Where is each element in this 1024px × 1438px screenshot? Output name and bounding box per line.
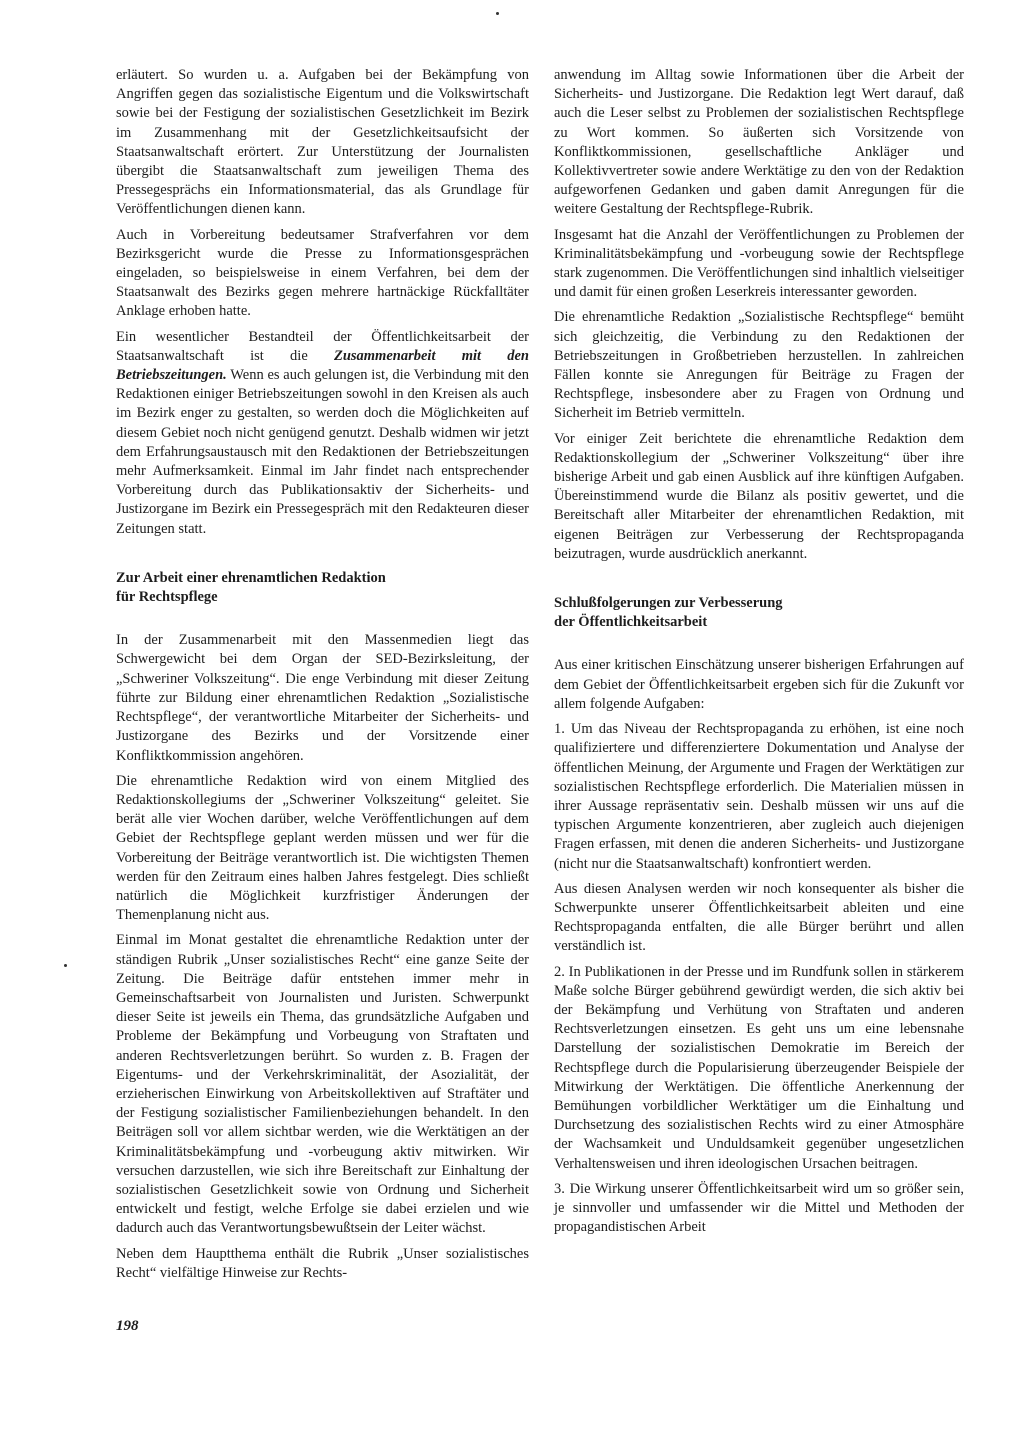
heading-line: für Rechtspflege [116,589,218,606]
paragraph: Aus diesen Analysen werden wir noch konsequenter als bisher die Schwerpunkte unserer Öffentlichkeitsarbeit ableiten und eine Rechtspropaganda entfalten, die alle Bürger berührt und allen verständlich ist. [554,880,964,955]
scan-speck [496,12,499,15]
heading-line: Zur Arbeit einer ehrenamtlichen Redaktion [116,569,386,586]
paragraph: erläutert. So wurden u. a. Aufgaben bei der Bekämpfung von Angriffen gegen das sozialistische Eigentum und die Volkswirtschaft sowie bei der Festigung der sozialistischen Gesetzlichkeit im Bezirk im Zusammenhang mit der Gesetzlichkeitsaufsicht der Staatsanwaltschaft erörtert. Zur Unterstützung der Journalisten übergibt die Staatsanwaltschaft zum jeweiligen Thema des Pressegesprächs ein Informationsmaterial, das als Grundlage für Veröffentlichungen dienen kann. [116,67,529,218]
paragraph: Aus einer kritischen Einschätzung unserer bisherigen Erfahrungen auf dem Gebiet der Öffentlichkeitsarbeit ergeben sich für die Zukunft vor allem folgende Aufgaben: [554,657,964,712]
emphasis-text: Zusammenarbeit mit den Betriebszeitungen. [116,347,529,384]
paragraph: Einmal im Monat gestaltet die ehrenamtliche Redaktion unter der ständigen Rubrik „Unser sozialistisches Recht“ eine ganze Seite der Zeitung. Die Beiträge dafür entstehen immer mehr in Gemeinschaftsarbeit von Journalisten und Juristen. Schwerpunkt dieser Seite ist jeweils ein Thema, das grundsätzliche Aufgaben und Probleme der Bekämpfung und Vorbeugung von Straftaten und anderen Rechtsverletzungen berührt. So wurden z. B. Fragen der Eigentums- und der Verkehrskriminalität, der Asozialität, der erzieherischen Einwirkung von Arbeitskollektiven auf Straftäter und der Festigung sozialistischer Familienbeziehungen behandelt. In den Beiträgen soll vor allem sichtbar werden, wie die Werktätigen an der Kriminalitätsbekämpfung und -vorbeugung aktiv mitwirken. Wir versuchen darzustellen, wie sich ihre Bereitschaft zur Einhaltung der sozialistischen Gesetzlichkeit sowie von Ordnung und Sicherheit entwickelt und festigt, welche Erfolge sie dabei erzielen und wie dadurch auch das Verantwortungsbewußtsein der Leiter wächst. [116,932,529,1237]
paragraph: Vor einiger Zeit berichtete die ehrenamtliche Redaktion dem Redaktionskollegium der „Schweriner Volkszeitung“ über ihre bisherige Arbeit und gab einen Ausblick auf ihre künftigen Aufgaben. Übereinstimmend wurde die Bilanz als positiv gewertet, und die Bereitschaft aller Mitarbeiter der ehrenamtlichen Redaktion, mit eigenen Beiträgen zur Verbesserung der Rechtspropaganda beizutragen, wurde ausdrücklich anerkannt. [554,430,964,562]
section-heading [116,569,529,607]
section-heading [554,594,964,632]
scan-speck [64,964,67,967]
paragraph [116,328,529,539]
right-column [554,66,964,1243]
text-run: Wenn es auch gelungen ist, die Verbindung mit den Redaktionen einiger Betriebszeitungen sowohl in den Kreisen als auch im Bezirk enger zu gestalten, so werden doch die Möglichkeiten auf diesem Gebiet noch nicht genügend genutzt. Deshalb widmen wir jetzt dem Erfahrungsaustausch mit den Redaktionen der Betriebszeitungen mehr Aufmerksamkeit. Einmal im Jahr findet nach entsprechender Vorbereitung durch das Publikationsaktiv der Sicherheits- und Justizorgane im Bezirk ein Pressegespräch mit den Redakteuren dieser Zeitungen statt. [116,367,529,537]
paragraph: Insgesamt hat die Anzahl der Veröffentlichungen zu Problemen der Kriminalitätsbekämpfung und -vorbeugung sowie der Rechtspflege stark zugenommen. Die Veröffentlichungen sind inhaltlich vielseitiger und damit für einen großen Leserkreis interessanter geworden. [554,226,964,301]
text-run: Ein wesentlicher Bestandteil der Öffentlichkeitsarbeit der Staatsanwaltschaft ist die [116,328,529,364]
left-column [116,66,529,1289]
paragraph: anwendung im Alltag sowie Informationen über die Arbeit der Sicherheits- und Justizorgane. Die Redaktion legt Wert darauf, daß auch die Leser selbst zu Problemen der sozialistischen Rechtspflege zu Wort kommen. So äußerten sich Vorsitzende von Konfliktkommissionen, gesellschaftliche Ankläger und Kollektivvertreter sowie andere Werktätige zu den von der Redaktion aufgeworfenen Gedanken und gaben damit Anregungen für die weitere Gestaltung der Rechtspflege-Rubrik. [554,67,964,218]
paragraph: 2. In Publikationen in der Presse und im Rundfunk sollen in stärkerem Maße solche Bürger gebührend gewürdigt werden, die sich aktiv bei der Bekämpfung und Verhütung von Straftaten und anderen Rechtsverletzungen einsetzen. Es geht uns um eine lebensnahe Darstellung der sozialistischen Demokratie im Bereich der Rechtspflege durch die Popularisierung überzeugender Beispiele der Mitwirkung der Werktätigen. Die öffentliche Anerkennung der Bemühungen vorbildlicher Werktätiger um die Einhaltung und Durchsetzung des sozialistischen Rechts wird zu einer Atmosphäre der Wachsamkeit und Unduldsamkeit gegenüber ungesetzlichen Verhaltensweisen und ihren ideologischen Ursachen beitragen. [554,963,964,1172]
heading-line: Schlußfolgerungen zur Verbesserung [554,595,783,612]
paragraph: Die ehrenamtliche Redaktion wird von einem Mitglied des Redaktionskollegiums der „Schweriner Volkszeitung“ geleitet. Sie berät alle vier Wochen darüber, welche Veröffentlichungen auf dem Gebiet der Rechtspflege geplant werden müssen und wer für die Vorbereitung der Beiträge verantwortlich ist. Die wichtigsten Themen werden für den Zeitraum eines halben Jahres festgelegt. Dies schließt natürlich die Möglichkeit kurzfristiger Änderungen der Themenplanung nicht aus. [116,772,529,924]
paragraph: 3. Die Wirkung unserer Öffentlichkeitsarbeit wird um so größer sein, je sinnvoller und umfassender wir die Mittel und Methoden der propagandistischen Arbeit [554,1180,964,1236]
paragraph: Auch in Vorbereitung bedeutsamer Strafverfahren vor dem Bezirksgericht wurde die Presse zu Informationsgesprächen eingeladen, so beispielsweise in einem Verfahren, bei dem der Staatsanwalt des Bezirks gegen mehrere hartnäckige Rückfalltäter Anklage erhoben hatte. [116,226,529,320]
paragraph: In der Zusammenarbeit mit den Massenmedien liegt das Schwergewicht bei dem Organ der SED-Bezirksleitung, der „Schweriner Volkszeitung“. Die enge Verbindung mit dieser Zeitung führte zur Bildung einer ehrenamtlichen Redaktion „Sozialistische Rechtspflege“, der verantwortliche Mitarbeiter der Sicherheits- und Justizorgane des Bezirks und der Vorsitzende einer Konfliktkommission angehören. [116,632,529,764]
heading-line: der Öffentlichkeitsarbeit [554,614,708,631]
paragraph: Die ehrenamtliche Redaktion „Sozialistische Rechtspflege“ bemüht sich gleichzeitig, die Verbindung zu den Redaktionen der Betriebszeitungen in Großbetrieben herzustellen. In zahlreichen Fällen konnte sie Anregungen für Beiträge zu Fragen der Rechtspflege, insbesondere aber zu Fragen von Ordnung und Sicherheit im Betrieb vermitteln. [554,309,964,422]
paragraph: 1. Um das Niveau der Rechtspropaganda zu erhöhen, ist eine noch qualifiziertere und differenziertere Dokumentation und Analyse der öffentlichen Meinung, der Argumente und Fragen der Werktätigen zur sozialistischen Rechtspflege erforderlich. Die Materialien müssen in ihrer Aussage repräsentativ sein. Deshalb müssen wir uns auf die typischen Argumente konzentrieren, aber zugleich auch diejenigen Fragen erfassen, mit denen die anderen Sicherheits- und Justizorgane (nicht nur die Staatsanwaltschaft) konfrontiert werden. [554,721,964,872]
page-number: 198 [116,1318,139,1334]
paragraph: Neben dem Hauptthema enthält die Rubrik „Unser sozialistisches Recht“ vielfältige Hinweise zur Rechts- [116,1245,529,1281]
